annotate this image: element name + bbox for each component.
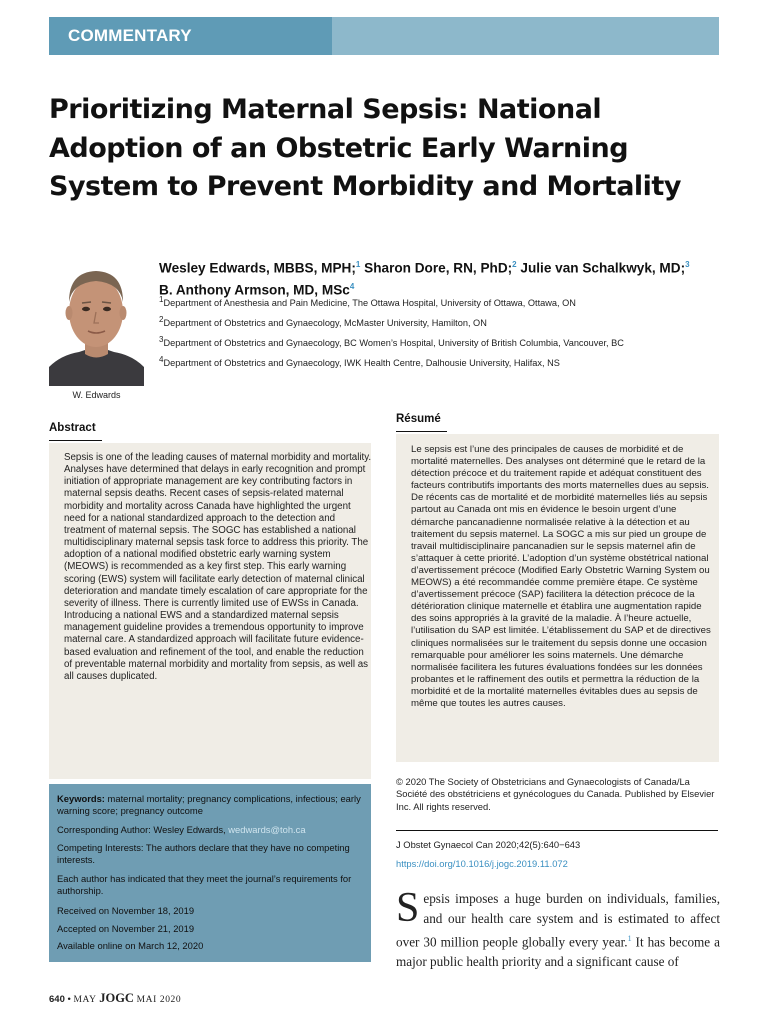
journal-logo: JOGC bbox=[99, 991, 134, 1005]
footer-month-en: MAY bbox=[73, 995, 97, 1005]
resume-heading: Résumé bbox=[396, 413, 441, 425]
footer-bullet: • bbox=[67, 994, 71, 1005]
keywords bbox=[57, 793, 363, 817]
competing-interests: Competing Interests: The authors declare that they have no competing interests. bbox=[57, 842, 350, 865]
affiliation-number: 4 bbox=[159, 355, 164, 364]
author-name: Wesley Edwards, MBBS, MPH; bbox=[159, 260, 356, 276]
article-title: Prioritizing Maternal Sepsis: National Adoption of an Obstetric Early Warning System to Prevent Morbidity and Mortality bbox=[49, 94, 681, 202]
corresponding-email-link[interactable]: wedwards@toh.ca bbox=[228, 824, 306, 835]
affiliation bbox=[159, 334, 729, 354]
accepted-date: Accepted on November 21, 2019 bbox=[57, 923, 195, 934]
page-number: 640 bbox=[49, 994, 65, 1005]
abstract-heading: Abstract bbox=[49, 422, 96, 434]
affiliation-number: 2 bbox=[159, 315, 164, 324]
abstract-text: Sepsis is one of the leading causes of maternal morbidity and mortality. Analyses have determined that delays in early recognition and prompt initiation of appropriate management are key contributing factors in maternal sepsis deaths. Recent cases of sepsis-related maternal morbidity and mortality across Canada have highlighted the urgent need for a national standardized approach to the detection and treatment of maternal sepsis. The SOGC has established a national multidisciplinary maternal sepsis task force to address this priority. The adoption of a national modified obstetric early warning system (MEOWS) is recommended as a key first step. This early warning scoring (EWS) system will facilitate early detection of maternal clinical deterioration and mandate timely escalation of care appropriate for the severity of illness. There is currently limited use of EWSs in Canada. Introducing a national EWS and a standardized maternal sepsis management guideline provides a tremendous opportunity to improve maternal care. A standardized approach will facilitate future evidence-based evaluation and refinement of the tool, and enable the reduction of preventable maternal morbidity and mortality from sepsis, as well as all causes duplicated. bbox=[64, 452, 372, 682]
corresponding-label: Corresponding Author: Wesley Edwards, bbox=[57, 824, 226, 835]
corresponding-author bbox=[57, 824, 363, 836]
abstract-heading-rule bbox=[49, 440, 102, 441]
affiliation-text: Department of Obstetrics and Gynaecology, BC Women’s Hospital, University of British Columbia, Vancouver, BC bbox=[163, 338, 624, 349]
body-paragraph bbox=[396, 885, 720, 972]
affiliation bbox=[159, 294, 729, 314]
keywords-label: Keywords: bbox=[57, 793, 105, 804]
photo-caption: W. Edwards bbox=[72, 390, 121, 400]
author-affil-ref[interactable]: 2 bbox=[512, 260, 517, 269]
author-photo bbox=[49, 255, 144, 386]
doi-link[interactable]: https://doi.org/10.1016/j.jogc.2019.11.072 bbox=[396, 858, 568, 869]
resume-text: Le sepsis est l’une des principales de causes de morbidité et de mortalité maternelles. Des analyses ont déterminé que le retard de la détection précoce et du traitement rapide et adéquat constituent des facteurs contributifs importants des morts maternelles dues au sepsis. De récents cas de mortalité et de morbidité maternelles liés au sepsis partout au Canada ont mis en évidence le besoin urgent d’une démarche pancanadienne normalisée relative à la détection et au traitement du sepsis maternel. La SOGC a mis sur pied un groupe de travail multidisciplinaire pancanadien sur le sepsis maternel afin de s’attaquer à cette priorité. L’adoption d’un système obstétrical national d’avertissement précoce (Modified Early Obstetric Warning System ou MEOWS) a été recommandée comme première étape. Ce système d’avertissement précoce (SAP) facilitera la détection précoce de la détérioration clinique maternelle et établira une augmentation rapide des soins appropriés à la gravité de la maladie. À l’heure actuelle, l’utilisation du SAP est limitée. L’établissement du SAP et de directives cliniques normalisées sur le traitement du sepsis donne une occasion remarquable pour améliorer les soins maternels. Une démarche normalisée facilitera les futures évaluations fondées sur les données probantes et le raffinement des outils et permettra la réduction de la morbidité et de la mortalité maternelles évitables dues au sepsis de même que toutes les autres causes. bbox=[411, 444, 711, 709]
author-list bbox=[159, 256, 729, 299]
affiliation bbox=[159, 314, 729, 334]
author-name: Julie van Schalkwyk, MD; bbox=[520, 260, 686, 276]
affiliation bbox=[159, 354, 729, 374]
affiliation-number: 3 bbox=[159, 335, 164, 344]
section-banner bbox=[49, 17, 719, 55]
affiliation-text: Department of Obstetrics and Gynaecology, IWK Health Centre, Dalhousie University, Halifax, NS bbox=[163, 358, 560, 369]
citation-rule bbox=[396, 830, 718, 831]
author-affil-ref[interactable]: 1 bbox=[355, 260, 361, 269]
section-label: COMMENTARY bbox=[49, 17, 332, 55]
author-affil-ref[interactable]: 4 bbox=[349, 281, 355, 291]
body-text-end: It has become a major public health priority and a significant cause of bbox=[396, 934, 720, 970]
footer-month-fr: MAI 2020 bbox=[136, 995, 182, 1005]
author-name: B. Anthony Armson, MD, MSc bbox=[159, 282, 350, 298]
author-affil-ref[interactable]: 3 bbox=[685, 260, 690, 269]
copyright-notice: © 2020 The Society of Obstetricians and Gynaecologists of Canada/La Société des obstétriciens et gynécologues du Canada. Published by Elsevier Inc. All rights reserved. bbox=[396, 776, 715, 812]
affiliation-text: Department of Anesthesia and Pain Medicine, The Ottawa Hospital, University of Ottawa, Ottawa, ON bbox=[163, 298, 576, 309]
authorship-statement: Each author has indicated that they meet the journal’s requirements for authorship. bbox=[57, 873, 352, 896]
reference-link[interactable]: 1 bbox=[627, 934, 632, 943]
keywords-text: maternal mortality; pregnancy complications, infectious; early warning score; pregnancy outcome bbox=[57, 793, 361, 816]
affiliation-text: Department of Obstetrics and Gynaecology, McMaster University, Hamilton, ON bbox=[163, 318, 487, 329]
online-date: Available online on March 12, 2020 bbox=[57, 940, 204, 951]
journal-citation: J Obstet Gynaecol Can 2020;42(5):640−643 bbox=[396, 839, 581, 850]
page-footer bbox=[49, 991, 181, 1006]
drop-cap: S bbox=[396, 885, 420, 931]
received-date: Received on November 18, 2019 bbox=[57, 905, 195, 916]
body-text-start: epsis imposes a huge burden on individuals, families, and our health care system and is estimated to affect over 30 million people globally every year. bbox=[396, 891, 720, 950]
resume-heading-rule bbox=[396, 431, 447, 432]
affiliation-number: 1 bbox=[159, 295, 164, 304]
affiliation-list bbox=[159, 294, 729, 374]
author-name: Sharon Dore, RN, PhD; bbox=[364, 260, 513, 276]
